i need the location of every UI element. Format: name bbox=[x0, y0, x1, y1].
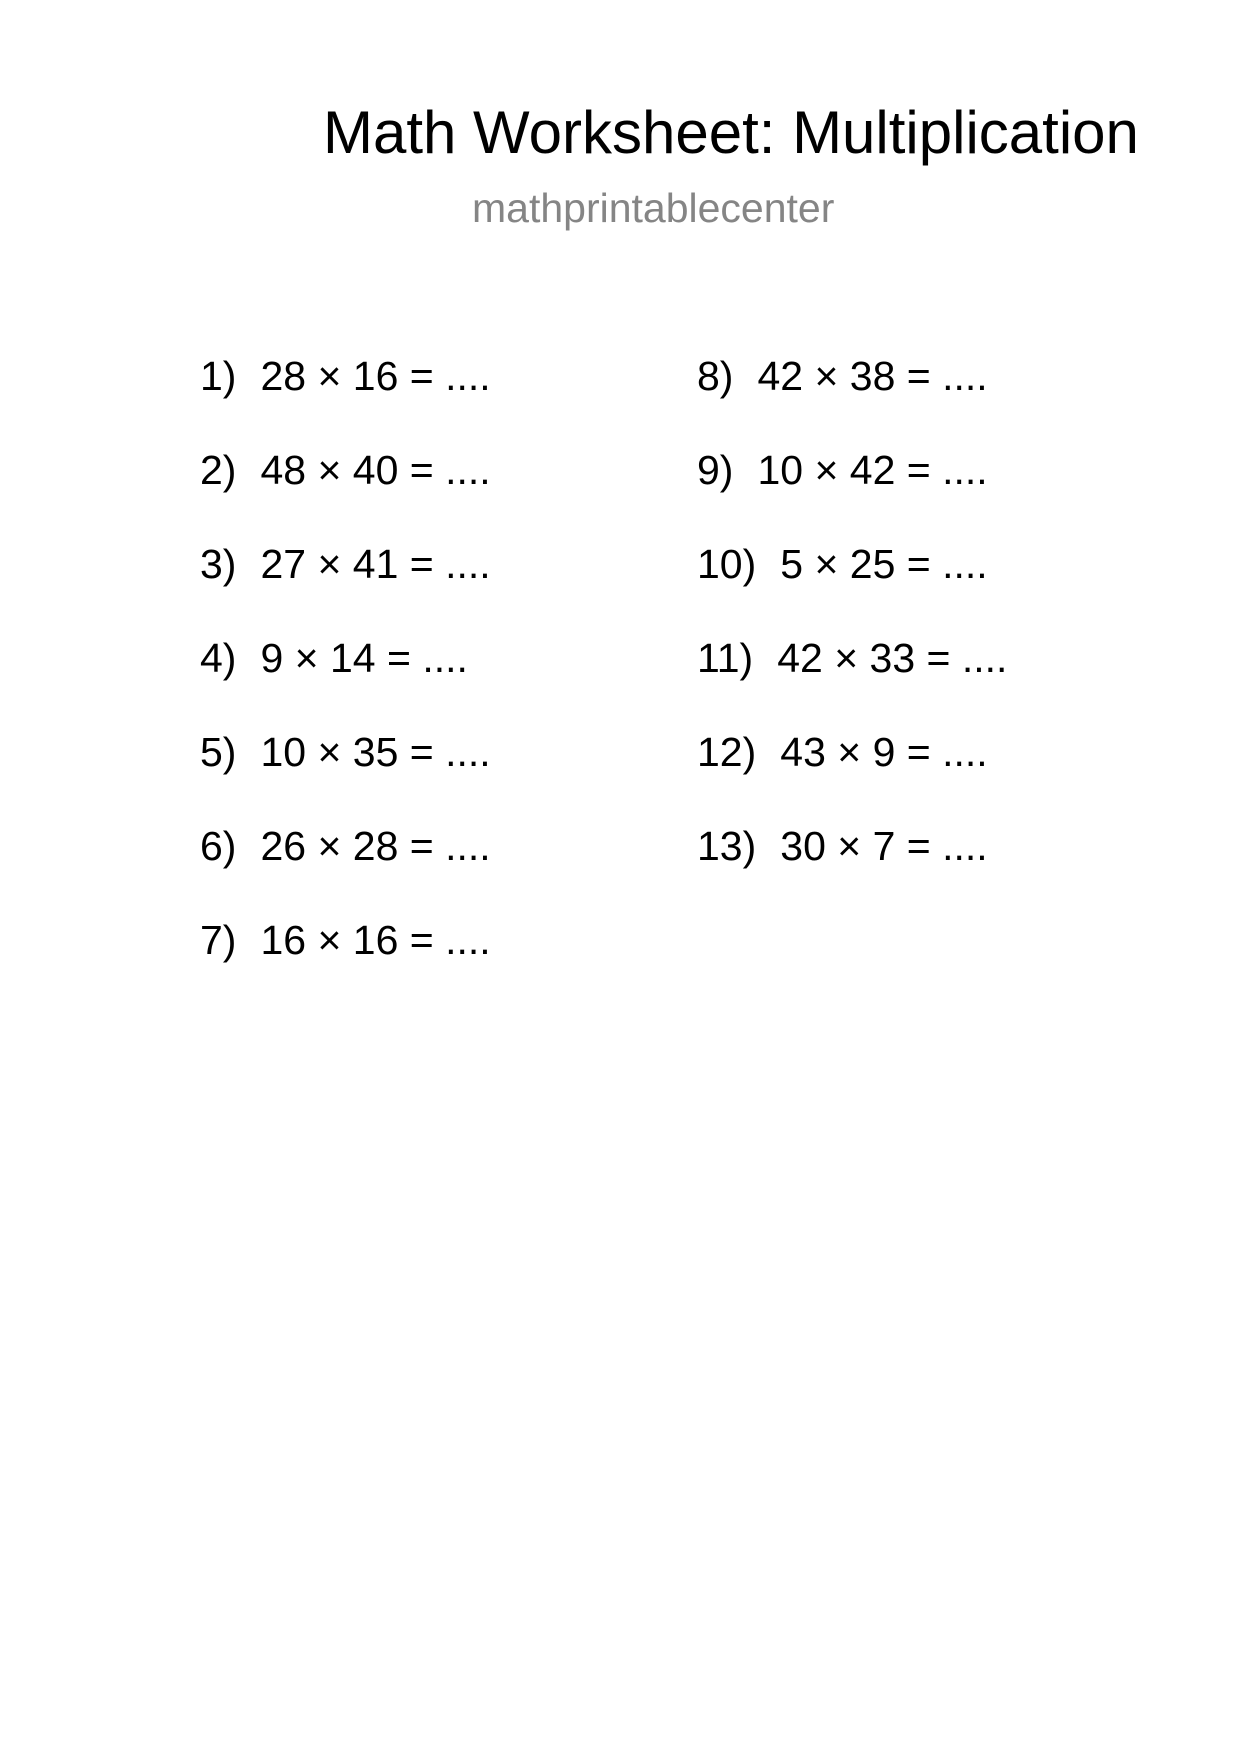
problem-expression: 5 × 25 = .... bbox=[780, 541, 988, 587]
problem-expression: 16 × 16 = .... bbox=[260, 917, 491, 963]
problem-number: 3) bbox=[200, 541, 237, 587]
worksheet-title: Math Worksheet: Multiplication bbox=[323, 99, 1139, 166]
problem-number: 5) bbox=[200, 729, 237, 775]
problem-expression: 9 × 14 = .... bbox=[260, 635, 468, 681]
problem-expression: 10 × 42 = .... bbox=[757, 447, 988, 493]
problem-item bbox=[200, 728, 491, 776]
problem-number: 11) bbox=[697, 635, 754, 681]
problem-number: 13) bbox=[697, 823, 757, 869]
problem-number: 1) bbox=[200, 353, 237, 399]
problem-item bbox=[697, 822, 988, 870]
problem-number: 8) bbox=[697, 353, 734, 399]
problem-number: 9) bbox=[697, 447, 734, 493]
problem-expression: 28 × 16 = .... bbox=[260, 353, 491, 399]
problem-number: 2) bbox=[200, 447, 237, 493]
problem-number: 12) bbox=[697, 729, 757, 775]
problem-expression: 10 × 35 = .... bbox=[260, 729, 491, 775]
problem-item bbox=[697, 728, 988, 776]
problem-expression: 42 × 38 = .... bbox=[757, 353, 988, 399]
problem-number: 10) bbox=[697, 541, 757, 587]
problem-item bbox=[200, 446, 491, 494]
problem-number: 7) bbox=[200, 917, 237, 963]
problem-item bbox=[697, 540, 988, 588]
problem-expression: 42 × 33 = .... bbox=[777, 635, 1008, 681]
problem-expression: 30 × 7 = .... bbox=[780, 823, 988, 869]
problem-expression: 26 × 28 = .... bbox=[260, 823, 491, 869]
problem-expression: 48 × 40 = .... bbox=[260, 447, 491, 493]
problem-item bbox=[697, 634, 1007, 682]
problem-item bbox=[200, 540, 491, 588]
worksheet-subtitle: mathprintablecenter bbox=[472, 185, 835, 231]
problem-number: 4) bbox=[200, 635, 237, 681]
problem-expression: 43 × 9 = .... bbox=[780, 729, 988, 775]
problem-item bbox=[200, 352, 491, 400]
problem-item bbox=[697, 446, 988, 494]
problem-item bbox=[200, 916, 491, 964]
problem-number: 6) bbox=[200, 823, 237, 869]
problem-expression: 27 × 41 = .... bbox=[260, 541, 491, 587]
problem-item bbox=[200, 822, 491, 870]
problem-item bbox=[200, 634, 468, 682]
problem-item bbox=[697, 352, 988, 400]
